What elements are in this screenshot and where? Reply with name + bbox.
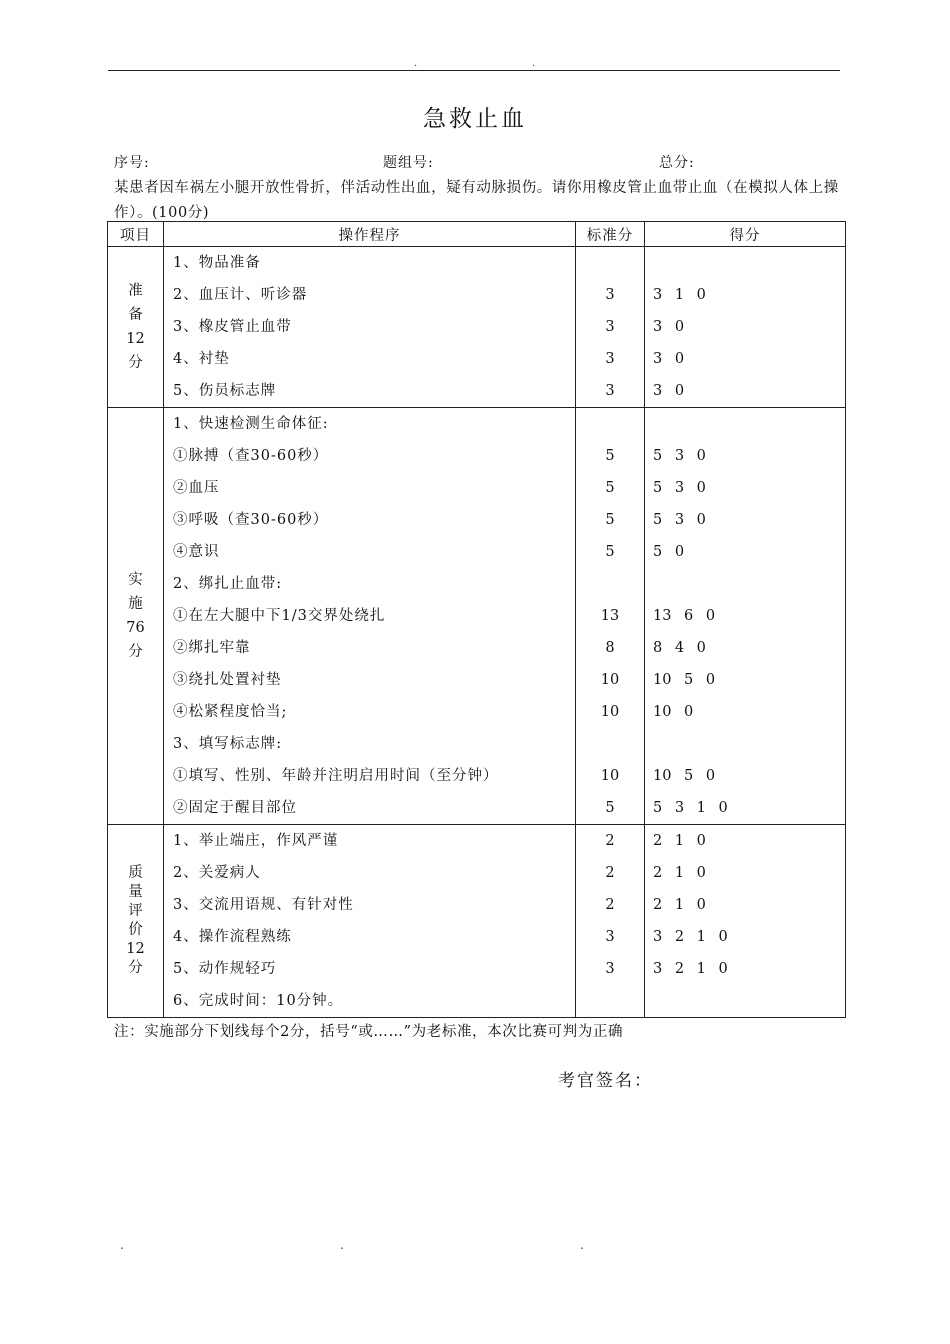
header-item: 项目 — [108, 222, 164, 247]
footer-dot: . — [340, 1238, 344, 1252]
standard-score-value: 2 — [605, 833, 615, 849]
category-label-char: 施 — [128, 596, 143, 612]
section-preparation — [108, 247, 846, 408]
procedure-step: 5、伤员标志牌 — [173, 383, 277, 399]
procedure-step: ③绕扎处置衬垫 — [173, 672, 282, 688]
scoring-table — [107, 221, 846, 1018]
procedure-cell — [164, 825, 576, 1018]
examiner-signature-label: 考官签名： — [558, 1071, 653, 1091]
score-options — [645, 728, 845, 760]
total-score-label: 总分: — [659, 155, 695, 171]
score-options-cell — [645, 825, 846, 1018]
header-standard-score: 标准分 — [576, 222, 645, 247]
standard-score-value — [576, 568, 644, 600]
standard-score-value: 3 — [605, 929, 615, 945]
score-options: 5 3 0 — [653, 448, 706, 464]
score-options: 3 0 — [653, 319, 685, 335]
score-options: 5 3 0 — [653, 512, 706, 528]
score-options: 8 4 0 — [653, 640, 706, 656]
standard-score-value — [576, 247, 644, 279]
procedure-step: ④松紧程度恰当; — [173, 704, 288, 720]
procedure-step: 5、动作规轻巧 — [173, 961, 277, 977]
category-label-char: 量 — [128, 884, 143, 900]
score-options — [645, 247, 845, 279]
standard-score-value — [576, 985, 644, 1017]
page-title: 急救止血 — [423, 106, 527, 132]
category-label-char: 分 — [128, 355, 143, 371]
header-rule — [108, 70, 840, 71]
procedure-step: 1、快速检测生命体征: — [173, 416, 329, 432]
procedure-step: ①脉搏（查30-60秒） — [173, 448, 329, 464]
standard-score-value — [576, 408, 644, 440]
procedure-cell — [164, 408, 576, 825]
header-score: 得分 — [645, 222, 846, 247]
procedure-step: 3、填写标志牌: — [173, 736, 283, 752]
footer-dot: . — [120, 1238, 124, 1252]
category-label-char: 准 — [128, 283, 143, 299]
score-options: 10 0 — [653, 704, 694, 720]
score-options: 10 5 0 — [653, 672, 716, 688]
standard-score-value: 3 — [605, 383, 615, 399]
section-quality — [108, 825, 846, 1018]
procedure-step: ①填写、性别、年龄并注明启用时间（至分钟） — [173, 768, 499, 784]
procedure-step: ④意识 — [173, 544, 220, 560]
score-options: 3 0 — [653, 383, 685, 399]
score-options: 2 1 0 — [653, 833, 706, 849]
header-procedure: 操作程序 — [164, 222, 576, 247]
serial-number-label: 序号: — [114, 155, 150, 171]
standard-score-cell — [576, 247, 645, 408]
category-label-char: 实 — [128, 572, 143, 588]
category-cell — [108, 247, 164, 408]
procedure-step: 1、举止端庄，作风严谨 — [173, 833, 339, 849]
category-label-char: 质 — [128, 865, 143, 881]
standard-score-value: 13 — [600, 608, 620, 624]
procedure-step: 2、绑扎止血带: — [173, 576, 283, 592]
standard-score-value: 10 — [600, 768, 620, 784]
task-description: 某患者因车祸左小腿开放性骨折，伴活动性出血，疑有动脉损伤。请你用橡皮管止血带止血（在模拟人体上操作）。(100分) — [114, 180, 839, 221]
score-options: 2 1 0 — [653, 865, 706, 881]
score-options — [645, 408, 845, 440]
score-options — [645, 985, 845, 1017]
category-label-char: 分 — [128, 960, 143, 976]
procedure-step: 2、关爱病人 — [173, 865, 261, 881]
standard-score-value: 3 — [605, 961, 615, 977]
standard-score-value: 8 — [605, 640, 615, 656]
score-options: 13 6 0 — [653, 608, 716, 624]
score-options-cell — [645, 408, 846, 825]
score-options: 5 3 0 — [653, 480, 706, 496]
procedure-step: ①在左大腿中下1/3交界处绕扎 — [173, 608, 386, 624]
standard-score-value — [576, 728, 644, 760]
standard-score-value: 10 — [600, 704, 620, 720]
header-dot: . — [414, 58, 418, 69]
category-label-char: 12 — [126, 331, 145, 347]
standard-score-value: 3 — [605, 351, 615, 367]
procedure-step: 4、操作流程熟练 — [173, 929, 292, 945]
category-label-char: 12 — [126, 941, 145, 957]
procedure-step: 1、物品准备 — [173, 255, 261, 271]
standard-score-value: 5 — [605, 512, 615, 528]
standard-score-value: 2 — [605, 897, 615, 913]
category-label-char: 76 — [126, 620, 145, 636]
category-label-char: 分 — [128, 644, 143, 660]
score-options-cell — [645, 247, 846, 408]
standard-score-value: 5 — [605, 480, 615, 496]
category-label-char: 价 — [128, 922, 143, 938]
standard-score-value: 3 — [605, 319, 615, 335]
procedure-step: ②血压 — [173, 480, 220, 496]
score-options: 5 0 — [653, 544, 685, 560]
score-options: 5 3 1 0 — [653, 800, 728, 816]
procedure-step: 2、血压计、听诊器 — [173, 287, 308, 303]
procedure-step: 6、完成时间：10分钟。 — [173, 993, 344, 1009]
standard-score-value: 10 — [600, 672, 620, 688]
score-options: 3 2 1 0 — [653, 929, 728, 945]
score-options: 2 1 0 — [653, 897, 706, 913]
score-options: 3 2 1 0 — [653, 961, 728, 977]
category-label-char: 备 — [128, 307, 143, 323]
footnote: 注：实施部分下划线每个2分，括号“或……”为老标准，本次比赛可判为正确 — [114, 1024, 624, 1040]
procedure-step: ②绑扎牢靠 — [173, 640, 251, 656]
table-body — [108, 247, 846, 1018]
category-cell — [108, 408, 164, 825]
standard-score-cell — [576, 408, 645, 825]
standard-score-value: 3 — [605, 287, 615, 303]
group-number-label: 题组号: — [383, 155, 434, 171]
category-label-char: 评 — [128, 903, 143, 919]
score-options: 3 0 — [653, 351, 685, 367]
standard-score-value: 2 — [605, 865, 615, 881]
header-dot: . — [532, 58, 536, 69]
standard-score-value: 5 — [605, 448, 615, 464]
score-options — [645, 568, 845, 600]
score-options: 3 1 0 — [653, 287, 706, 303]
footer-dot: . — [580, 1238, 584, 1252]
procedure-step: 3、交流用语规、有针对性 — [173, 897, 354, 913]
standard-score-value: 5 — [605, 544, 615, 560]
standard-score-value: 5 — [605, 800, 615, 816]
procedure-cell — [164, 247, 576, 408]
procedure-step: ②固定于醒目部位 — [173, 800, 297, 816]
procedure-step: ③呼吸（查30-60秒） — [173, 512, 329, 528]
procedure-step: 3、橡皮管止血带 — [173, 319, 292, 335]
section-implementation — [108, 408, 846, 825]
category-cell — [108, 825, 164, 1018]
table-header-row — [108, 222, 846, 247]
score-options: 10 5 0 — [653, 768, 716, 784]
standard-score-cell — [576, 825, 645, 1018]
procedure-step: 4、衬垫 — [173, 351, 230, 367]
